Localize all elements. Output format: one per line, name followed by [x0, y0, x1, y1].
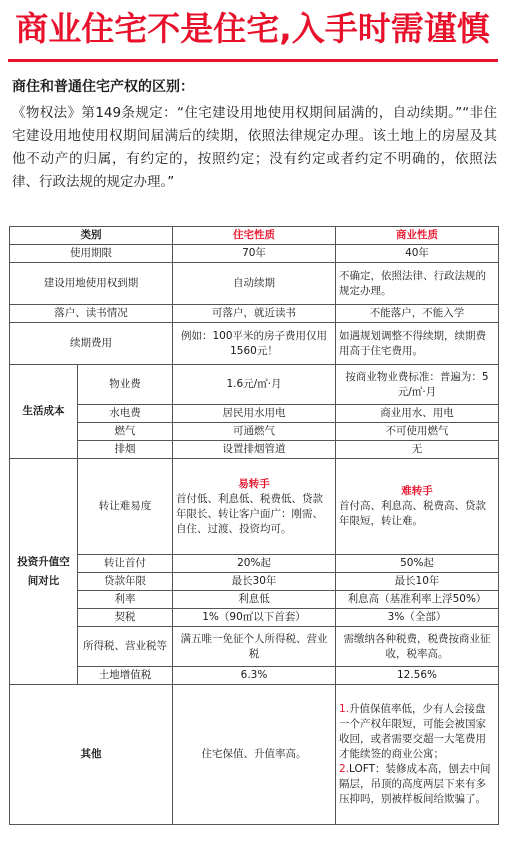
cell-residential: 可落户，就近读书 [173, 305, 336, 323]
table-row [10, 591, 499, 609]
cell-commercial: 需缴纳各种税费，税费按商业征收，税率高。 [336, 627, 499, 667]
row-label: 燃气 [78, 423, 173, 441]
cell-commercial: 最长10年 [336, 573, 499, 591]
cell-residential [173, 459, 336, 555]
cell-commercial [336, 685, 499, 825]
hard-transfer-body: 首付高、利息高、税费高、贷款年限短，转让难。 [339, 500, 486, 527]
cell-residential: 居民用水用电 [173, 405, 336, 423]
table-row [10, 441, 499, 459]
other-item2-text: LOFT：装修成本高，刨去中间隔层，吊顶的高度两层下来有多压抑吗，别被样板间给欺骗了。 [339, 763, 491, 805]
cell-commercial: 如遇规划调整不得续期，续期费用高于住宅费用。 [336, 323, 499, 365]
row-label: 物业费 [78, 365, 173, 405]
row-label: 续期费用 [10, 323, 173, 365]
row-label-other: 其他 [10, 685, 173, 825]
table-row [10, 555, 499, 573]
comparison-table [9, 226, 499, 825]
header-residential: 住宅性质 [173, 227, 336, 245]
cell-commercial: 无 [336, 441, 499, 459]
row-label: 契税 [78, 609, 173, 627]
row-label: 使用期限 [10, 245, 173, 263]
row-label: 贷款年限 [78, 573, 173, 591]
easy-transfer-title: 易转手 [238, 477, 270, 490]
table-row [10, 405, 499, 423]
row-label: 水电费 [78, 405, 173, 423]
cell-residential: 可通燃气 [173, 423, 336, 441]
cell-residential: 70年 [173, 245, 336, 263]
cell-residential: 1%（90㎡以下首套） [173, 609, 336, 627]
cell-residential: 最长30年 [173, 573, 336, 591]
header-commercial: 商业性质 [336, 227, 499, 245]
cell-commercial [336, 459, 499, 555]
table-row [10, 423, 499, 441]
row-label: 转让首付 [78, 555, 173, 573]
group-label-invest: 投资升值空间对比 [10, 459, 78, 685]
table-row [10, 365, 499, 405]
header-category: 类别 [10, 227, 173, 245]
cell-commercial: 商业用水、用电 [336, 405, 499, 423]
row-label: 土地增值税 [78, 667, 173, 685]
page-title: 商业住宅不是住宅,入手时需谨慎 [15, 9, 490, 48]
row-label: 建设用地使用权到期 [10, 263, 173, 305]
row-label: 所得税、营业税等 [78, 627, 173, 667]
table-row [10, 245, 499, 263]
table-row [10, 459, 499, 555]
cell-residential: 20%起 [173, 555, 336, 573]
other-item1-text: 升值保值率低，少有人会接盘一个产权年限短，可能会被国家收回，或者需要交超一大笔费用才能续签的商业公寓； [339, 703, 486, 760]
cell-residential: 6.3% [173, 667, 336, 685]
cell-commercial: 40年 [336, 245, 499, 263]
cell-residential: 满五唯一免征个人所得税、营业税 [173, 627, 336, 667]
cell-commercial: 按商业物业费标准：普遍为：5元/㎡·月 [336, 365, 499, 405]
table-row [10, 263, 499, 305]
group-label-living: 生活成本 [10, 365, 78, 459]
table-row [10, 685, 499, 825]
title-divider [8, 59, 498, 62]
table-row [10, 627, 499, 667]
other-item2-number: 2. [339, 763, 350, 775]
row-label: 排烟 [78, 441, 173, 459]
cell-commercial: 12.56% [336, 667, 499, 685]
cell-residential: 1.6元/㎡·月 [173, 365, 336, 405]
easy-transfer-body: 首付低、利息低、税费低、贷款年限长、转让客户面广：刚需、自住、过渡、投资均可。 [176, 492, 323, 535]
cell-commercial: 不可使用燃气 [336, 423, 499, 441]
cell-residential: 利息低 [173, 591, 336, 609]
table-row [10, 573, 499, 591]
table-row [10, 305, 499, 323]
cell-commercial: 3%（全部） [336, 609, 499, 627]
other-item1-number: 1. [339, 703, 350, 715]
row-label: 利率 [78, 591, 173, 609]
row-label: 落户、读书情况 [10, 305, 173, 323]
cell-residential: 住宅保值、升值率高。 [173, 685, 336, 825]
section-subtitle: 商住和普通住宅产权的区别： [12, 79, 194, 95]
hard-transfer-title: 难转手 [401, 485, 433, 497]
row-label: 转让难易度 [78, 459, 173, 555]
cell-residential: 例如：100平米的房子费用仅用1560元！ [173, 323, 336, 365]
table-row [10, 323, 499, 365]
table-header-row [10, 227, 499, 245]
cell-commercial: 不能落户，不能入学 [336, 305, 499, 323]
cell-residential: 自动续期 [173, 263, 336, 305]
law-paragraph: 《物权法》第149条规定：“住宅建设用地使用权期间届满的，自动续期。”“非住宅建设用地使用权期间届满后的续期，依照法律规定办理。该土地上的房屋及其他不动产的归属，有约定的，按照约定；没有约定或者约定不明确的，依照法律、行政法规的规定办理。” [12, 105, 497, 190]
cell-residential: 设置排烟管道 [173, 441, 336, 459]
cell-commercial: 50%起 [336, 555, 499, 573]
table-row [10, 667, 499, 685]
table-row [10, 609, 499, 627]
cell-commercial: 利息高（基准利率上浮50%） [336, 591, 499, 609]
cell-commercial: 不确定，依照法律、行政法规的规定办理。 [336, 263, 499, 305]
